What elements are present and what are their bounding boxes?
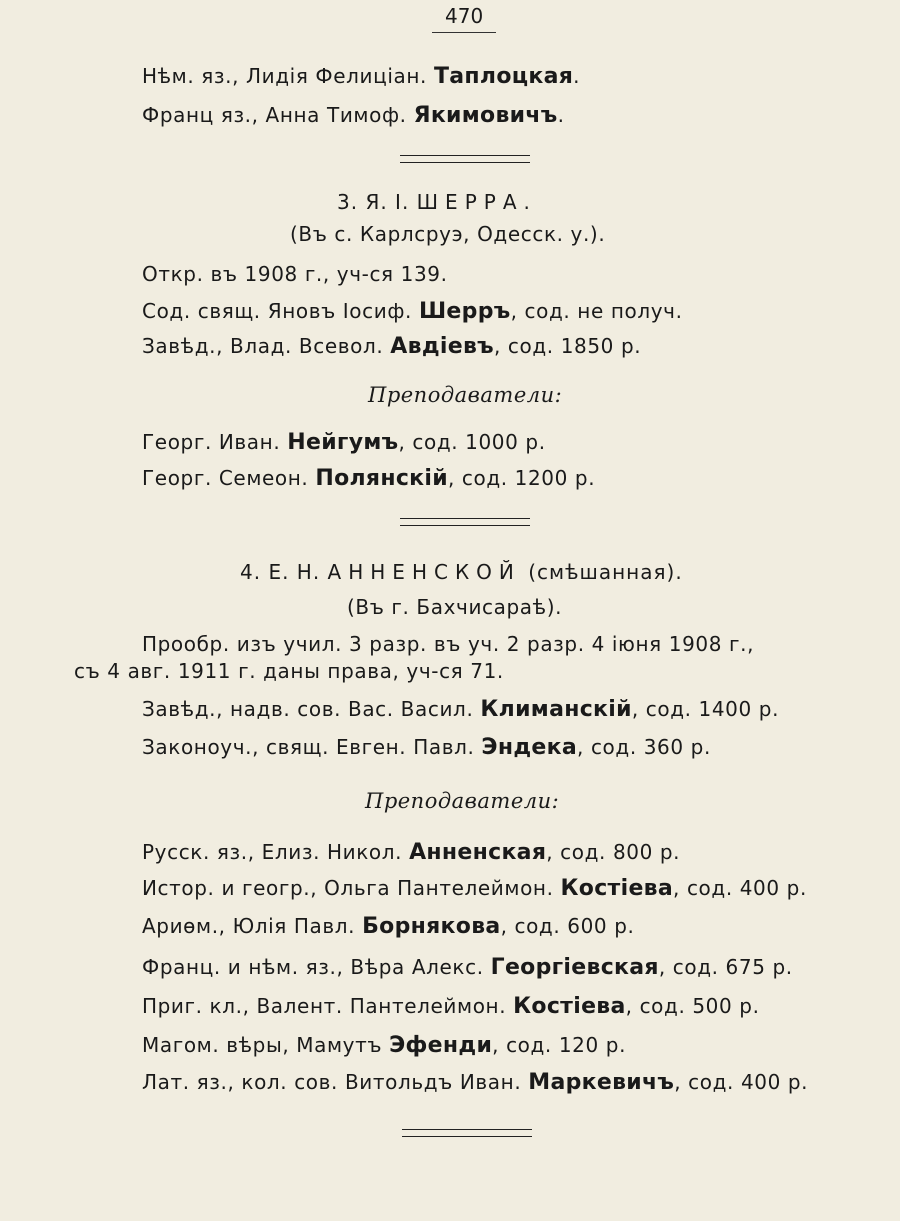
- line-text: , сод. 600 р.: [500, 914, 635, 938]
- teacher-line: [142, 914, 634, 939]
- school-type: (смѣшанная).: [528, 560, 683, 584]
- school-place: (Въ с. Карлсруэ, Одесск. у.).: [290, 222, 606, 246]
- line-text: , сод. 675 р.: [658, 955, 793, 979]
- line-text: .: [573, 64, 581, 88]
- staff-line: [142, 697, 779, 722]
- line-text: , сод. 800 р.: [546, 840, 681, 864]
- line-text: , сод. 1000 р.: [398, 430, 546, 454]
- teacher-surname: Костіева: [513, 994, 626, 1019]
- line-text: , сод. 400 р.: [673, 876, 807, 900]
- line-text: Франц. и нѣм. яз., Вѣра Алекс.: [142, 955, 484, 979]
- line-text: Георг. Семеон.: [142, 466, 309, 490]
- line-text: Русск. яз., Елиз. Никол.: [142, 840, 403, 864]
- section-divider: [400, 155, 530, 163]
- teacher-surname: Маркевичъ: [528, 1070, 675, 1095]
- teacher-line: [142, 430, 546, 455]
- school-title: [240, 560, 683, 584]
- line-text: , сод. 500 р.: [625, 994, 760, 1018]
- teachers-heading: Преподаватели:: [365, 789, 560, 813]
- teacher-surname: Таплоцкая: [433, 64, 574, 89]
- line-text: , сод. 360 р.: [577, 735, 711, 759]
- line-text: Завѣд., Влад. Всевол.: [142, 334, 384, 358]
- teacher-line: [142, 466, 595, 491]
- teacher-surname: Якимовичъ: [413, 103, 558, 128]
- staff-line: [142, 735, 711, 760]
- line-text: Завѣд., надв. сов. Вас. Васил.: [142, 697, 474, 721]
- line-text: Георг. Иван.: [142, 430, 281, 454]
- staff-surname: Авдіевъ: [390, 334, 494, 359]
- page-number: 470: [445, 4, 484, 28]
- teacher-surname: Борнякова: [362, 914, 501, 939]
- teacher-line: [142, 1033, 626, 1058]
- school-number: 4. Е. Н.: [240, 560, 321, 584]
- line-text: Лат. яз., кол. сов. Витольдъ Иван.: [142, 1070, 522, 1094]
- teacher-line: [142, 840, 680, 865]
- line-text: Приг. кл., Валент. Пантелеймон.: [142, 994, 507, 1018]
- teacher-line: [142, 876, 807, 901]
- staff-line: [142, 334, 641, 359]
- teacher-surname: Полянскій: [315, 466, 448, 491]
- section-divider: [402, 1129, 532, 1137]
- school-history: Прообр. изъ учил. 3 разр. въ уч. 2 разр. 4 іюня 1908 г.,: [142, 632, 755, 656]
- school-name: АННЕНСКОЙ: [327, 560, 521, 584]
- line-text: , сод. 1400 р.: [631, 697, 780, 721]
- school-opened: Откр. въ 1908 г., уч-ся 139.: [142, 262, 448, 286]
- staff-surname: Шерръ: [418, 299, 511, 324]
- teacher-surname: Костіева: [560, 876, 674, 901]
- school-title: [337, 190, 537, 214]
- line-text: , сод. 1200 р.: [447, 466, 596, 490]
- line-text: , сод. 400 р.: [674, 1070, 809, 1094]
- text-line: [142, 64, 580, 89]
- line-text: , сод. не получ.: [510, 299, 683, 323]
- staff-surname: Эндека: [481, 735, 578, 760]
- section-divider: [400, 518, 530, 526]
- teacher-line: [142, 955, 793, 980]
- teacher-surname: Эфенди: [389, 1033, 493, 1058]
- teacher-surname: Нейгумъ: [287, 430, 399, 455]
- school-history: съ 4 авг. 1911 г. даны права, уч-ся 71.: [74, 659, 504, 683]
- school-name: ШЕРРА.: [416, 190, 537, 214]
- line-text: Сод. свящ. Яновъ Іосиф.: [142, 299, 412, 323]
- line-text: , сод. 120 р.: [492, 1033, 627, 1057]
- school-number: 3. Я. І.: [337, 190, 410, 214]
- teacher-line: [142, 1070, 808, 1095]
- page-number-rule: [432, 32, 496, 33]
- line-text: Магом. вѣры, Мамутъ: [142, 1033, 383, 1057]
- staff-line: [142, 299, 683, 324]
- line-text: Ариѳм., Юлія Павл.: [142, 914, 356, 938]
- school-place: (Въ г. Бахчисараѣ).: [347, 595, 563, 619]
- text-line: [142, 103, 565, 128]
- line-text: , сод. 1850 р.: [494, 334, 642, 358]
- staff-surname: Климанскій: [480, 697, 632, 722]
- teachers-heading: Преподаватели:: [368, 383, 563, 407]
- line-text: Истор. и геогр., Ольга Пантелеймон.: [142, 876, 554, 900]
- teacher-surname: Георгіевская: [490, 955, 659, 980]
- line-text: Нѣм. яз., Лидія Фелиціан.: [142, 64, 427, 88]
- teacher-line: [142, 994, 760, 1019]
- line-text: Законоуч., свящ. Евген. Павл.: [142, 735, 475, 759]
- line-text: Франц яз., Анна Тимоф.: [142, 103, 407, 127]
- teacher-surname: Анненская: [409, 840, 547, 865]
- line-text: .: [557, 103, 565, 127]
